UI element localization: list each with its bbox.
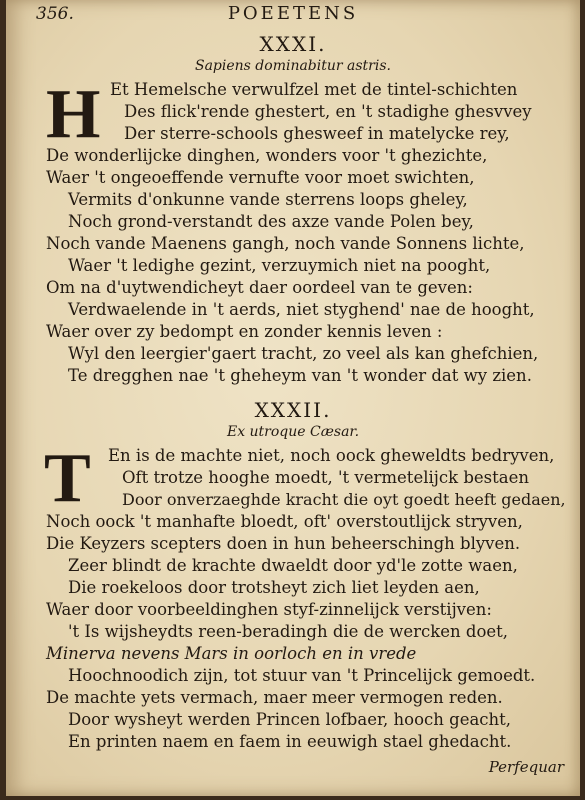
- s31-line-8: Noch vande Maenens gangh, noch vande Sonnens lichte,: [46, 234, 525, 253]
- running-head: POEETENS: [227, 3, 359, 24]
- s32-line-1: En is de machte niet, noch oock gheweldts bedryven,: [108, 446, 555, 465]
- section-31-title: XXXI.: [259, 32, 327, 56]
- s32-line-8: Waer door voorbeeldinghen styf-zinnelijck verstijven:: [46, 600, 492, 619]
- s32-line-12: De machte yets vermach, maer meer vermogen reden.: [46, 688, 503, 707]
- s32-line-4: Noch oock 't manhafte bloedt, oft' overstoutlijck stryven,: [46, 512, 523, 531]
- s32-line-7: Die roekeloos door trotsheyt zich liet leyden aen,: [68, 578, 480, 597]
- s31-line-12: Waer over zy bedompt en zonder kennis leven :: [46, 322, 443, 341]
- section-32-dropcap: T: [44, 440, 91, 517]
- s31-line-14: Te dregghen nae 't gheheym van 't wonder dat wy zien.: [68, 366, 532, 385]
- s31-line-3: Der sterre-schools ghesweef in matelycke rey,: [124, 124, 510, 143]
- s31-line-7: Noch grond-verstandt des axze vande Polen bey,: [68, 212, 474, 231]
- s31-line-1: Et Hemelsche verwulfzel met de tintel-schichten: [110, 80, 518, 99]
- s31-line-5: Waer 't ongeoeffende vernufte voor moet swichten,: [46, 168, 475, 187]
- book-page: [6, 0, 580, 796]
- s32-line-14: En printen naem en faem in eeuwigh stael ghedacht.: [68, 732, 512, 751]
- s31-line-2: Des flick'rende ghestert, en 't stadighe ghesvvey: [124, 102, 532, 121]
- catchword: Perfequar: [488, 758, 564, 776]
- s32-line-6: Zeer blindt de krachte dwaeldt door yd'le zotte waen,: [68, 556, 518, 575]
- s31-line-13: Wyl den leergier'gaert tracht, zo veel als kan ghefchien,: [68, 344, 539, 363]
- s31-line-11: Verdwaelende in 't aerds, niet styghend' nae de hooght,: [68, 300, 535, 319]
- page-number: 356.: [36, 4, 74, 24]
- s32-line-10: Minerva nevens Mars in oorloch en in vrede: [46, 644, 417, 663]
- s32-line-2: Oft trotze hooghe moedt, 't vermetelijck bestaen: [122, 468, 530, 487]
- section-32-subtitle: Ex utroque Cæsar.: [226, 424, 360, 440]
- section-31-subtitle: Sapiens dominabitur astris.: [194, 58, 391, 74]
- s32-line-3: Door onverzaeghde kracht die oyt goedt heeft gedaen,: [122, 490, 566, 509]
- s31-line-10: Om na d'uytwendicheyt daer oordeel van te geven:: [46, 278, 473, 297]
- s32-line-9: 't Is wijsheydts reen-beradingh die de wercken doet,: [68, 622, 509, 641]
- s31-line-9: Waer 't ledighe gezint, verzuymich niet na pooght,: [68, 256, 491, 275]
- s32-line-11: Hoochnoodich zijn, tot stuur van 't Princelijck gemoedt.: [68, 666, 536, 685]
- s32-line-13: Door wysheyt werden Princen lofbaer, hooch geacht,: [68, 710, 512, 729]
- s31-line-6: Vermits d'onkunne vande sterrens loops gheley,: [68, 190, 468, 209]
- s31-line-4: De wonderlijcke dinghen, wonders voor 't ghezichte,: [46, 146, 488, 165]
- section-31-dropcap: H: [46, 76, 101, 153]
- section-32-title: XXXII.: [254, 398, 332, 422]
- s32-line-5: Die Keyzers scepters doen in hun beheerschingh blyven.: [46, 534, 521, 553]
